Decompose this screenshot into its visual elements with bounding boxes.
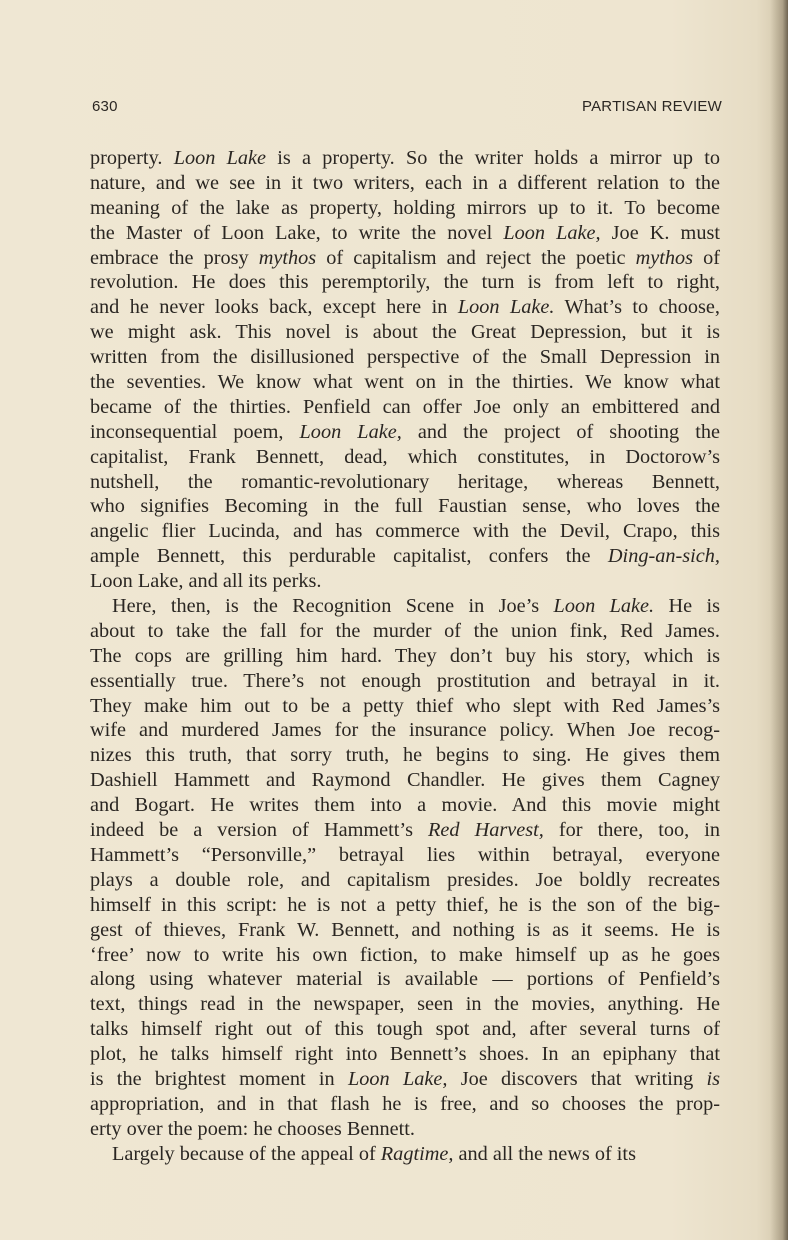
text-line: [90, 1017, 720, 1042]
text-line: [90, 320, 720, 345]
text-line: [90, 146, 720, 171]
text-line: [90, 569, 720, 594]
italic-run: Ding-an-sich,: [607, 545, 720, 568]
text-run: of: [693, 246, 721, 269]
text-run: of capitalism and reject the poetic: [316, 246, 636, 269]
text-run: Here, then, is the Recognition Scene in Joe’s: [112, 595, 554, 618]
text-run: himself in this script: he is not a petty thief, he is the son of the big-: [90, 893, 720, 916]
text-line: [90, 1142, 720, 1167]
text-line: [90, 196, 720, 221]
text-run: revolution. He does this peremptorily, the turn is from left to right,: [90, 271, 720, 294]
italic-run: Ragtime,: [380, 1142, 454, 1165]
text-run: written from the disillusioned perspective of the Small Depression in: [90, 346, 720, 369]
text-run: the seventies. We know what went on in the thirties. We know what: [90, 371, 720, 394]
text-line: [90, 718, 720, 743]
text-run: for there, too, in: [543, 819, 721, 842]
text-line: [90, 1067, 720, 1092]
text-line: [90, 967, 720, 992]
text-run: essentially true. There’s not enough prostitution and betrayal in it.: [90, 669, 720, 692]
text-line: [90, 619, 720, 644]
text-line: [90, 694, 720, 719]
text-line: [90, 420, 720, 445]
text-line: [90, 519, 720, 544]
text-run: nutshell, the romantic-revolutionary heritage, whereas Bennett,: [90, 470, 720, 493]
text-run: along using whatever material is available — portions of Penfield’s: [90, 968, 720, 991]
text-run: plot, he talks himself right into Bennett’s shoes. In an epiphany that: [90, 1043, 720, 1066]
text-run: talks himself right out of this tough spot and, after several turns of: [90, 1018, 720, 1041]
text-run: is the brightest moment in: [90, 1067, 348, 1090]
text-run: about to take the fall for the murder of the union fink, Red James.: [90, 619, 720, 642]
text-run: text, things read in the newspaper, seen in the movies, anything. He: [90, 993, 720, 1016]
text-line: [90, 594, 720, 619]
text-run: Joe discovers that writing: [447, 1067, 707, 1090]
text-line: [90, 943, 720, 968]
text-line: [90, 843, 720, 868]
text-run: inconsequential poem,: [90, 420, 300, 443]
text-line: [90, 221, 720, 246]
text-line: [90, 1092, 720, 1117]
text-run: indeed be a version of Hammett’s: [90, 819, 428, 842]
text-run: we might ask. This novel is about the Great Depression, but it is: [90, 321, 720, 344]
body-text: [90, 146, 720, 1167]
text-run: Joe K. must: [600, 221, 720, 244]
text-run: and the project of shooting the: [401, 420, 721, 443]
text-line: [90, 818, 720, 843]
text-line: [90, 992, 720, 1017]
text-run: ‘free’ now to write his own fiction, to make himself up as he goes: [90, 943, 720, 966]
italic-run: mythos: [258, 246, 317, 269]
text-run: and Bogart. He writes them into a movie. And this movie might: [90, 794, 720, 817]
text-run: Hammett’s “Personville,” betrayal lies within betrayal, everyone: [90, 843, 720, 866]
text-line: [90, 644, 720, 669]
italic-run: is: [706, 1067, 721, 1090]
text-run: meaning of the lake as property, holding mirrors up to it. To become: [90, 196, 720, 219]
text-run: the Master of Loon Lake, to write the novel: [90, 221, 504, 244]
italic-run: Red Harvest,: [428, 819, 544, 842]
text-line: [90, 270, 720, 295]
italic-run: Loon Lake,: [299, 420, 402, 443]
text-line: [90, 470, 720, 495]
text-run: who signifies Becoming in the full Faustian sense, who loves the: [90, 495, 720, 518]
text-run: wife and murdered James for the insurance policy. When Joe recog-: [90, 719, 720, 742]
page-number: 630: [92, 98, 118, 115]
text-line: [90, 1117, 720, 1142]
italic-run: Loon Lake,: [347, 1067, 448, 1090]
text-line: [90, 743, 720, 768]
text-run: is a property. So the writer holds a mirror up to: [266, 147, 720, 169]
text-run: appropriation, and in that flash he is free, and so chooses the prop-: [90, 1092, 720, 1115]
text-run: Largely because of the appeal of: [112, 1142, 381, 1165]
text-line: [90, 918, 720, 943]
text-run: Loon Lake, and all its perks.: [90, 570, 322, 593]
text-run: and he never looks back, except here in: [90, 296, 458, 319]
text-line: [90, 370, 720, 395]
text-line: [90, 295, 720, 320]
text-line: [90, 793, 720, 818]
text-line: [90, 246, 720, 271]
text-run: They make him out to be a petty thief who slept with Red James’s: [90, 694, 720, 717]
text-line: [90, 345, 720, 370]
journal-title: PARTISAN REVIEW: [582, 98, 722, 115]
text-run: Dashiell Hammett and Raymond Chandler. He gives them Cagney: [90, 769, 720, 792]
text-line: [90, 395, 720, 420]
italic-run: Loon Lake: [173, 147, 267, 169]
text-run: gest of thieves, Frank W. Bennett, and nothing is as it seems. He is: [90, 918, 720, 941]
text-line: [90, 171, 720, 196]
italic-run: Loon Lake.: [457, 296, 555, 319]
text-run: erty over the poem: he chooses Bennett.: [90, 1117, 415, 1140]
text-run: nizes this truth, that sorry truth, he begins to sing. He gives them: [90, 744, 720, 767]
text-run: He is: [654, 595, 721, 618]
text-run: capitalist, Frank Bennett, dead, which constitutes, in Doctorow’s: [90, 445, 720, 468]
text-line: [90, 445, 720, 470]
text-line: [90, 893, 720, 918]
text-line: [90, 1042, 720, 1067]
text-line: [90, 868, 720, 893]
text-run: What’s to choose,: [554, 296, 720, 319]
text-line: [90, 494, 720, 519]
text-line: [90, 544, 720, 569]
text-run: property.: [90, 147, 174, 169]
italic-run: Loon Lake.: [553, 595, 655, 618]
running-header: [92, 98, 722, 124]
text-line: [90, 768, 720, 793]
text-run: embrace the prosy: [90, 246, 259, 269]
italic-run: mythos: [635, 246, 694, 269]
text-run: became of the thirties. Penfield can offer Joe only an embittered and: [90, 395, 720, 418]
text-run: plays a double role, and capitalism presides. Joe boldly recreates: [90, 868, 720, 891]
text-run: nature, and we see in it two writers, each in a different relation to the: [90, 171, 720, 194]
text-run: The cops are grilling him hard. They don’t buy his story, which is: [90, 644, 720, 667]
page-edge-shadow: [770, 0, 788, 1240]
text-run: and all the news of its: [453, 1142, 636, 1165]
text-run: ample Bennett, this perdurable capitalist, confers the: [90, 545, 608, 568]
italic-run: Loon Lake,: [503, 221, 601, 244]
text-line: [90, 669, 720, 694]
text-run: angelic flier Lucinda, and has commerce with the Devil, Crapo, this: [90, 520, 720, 543]
